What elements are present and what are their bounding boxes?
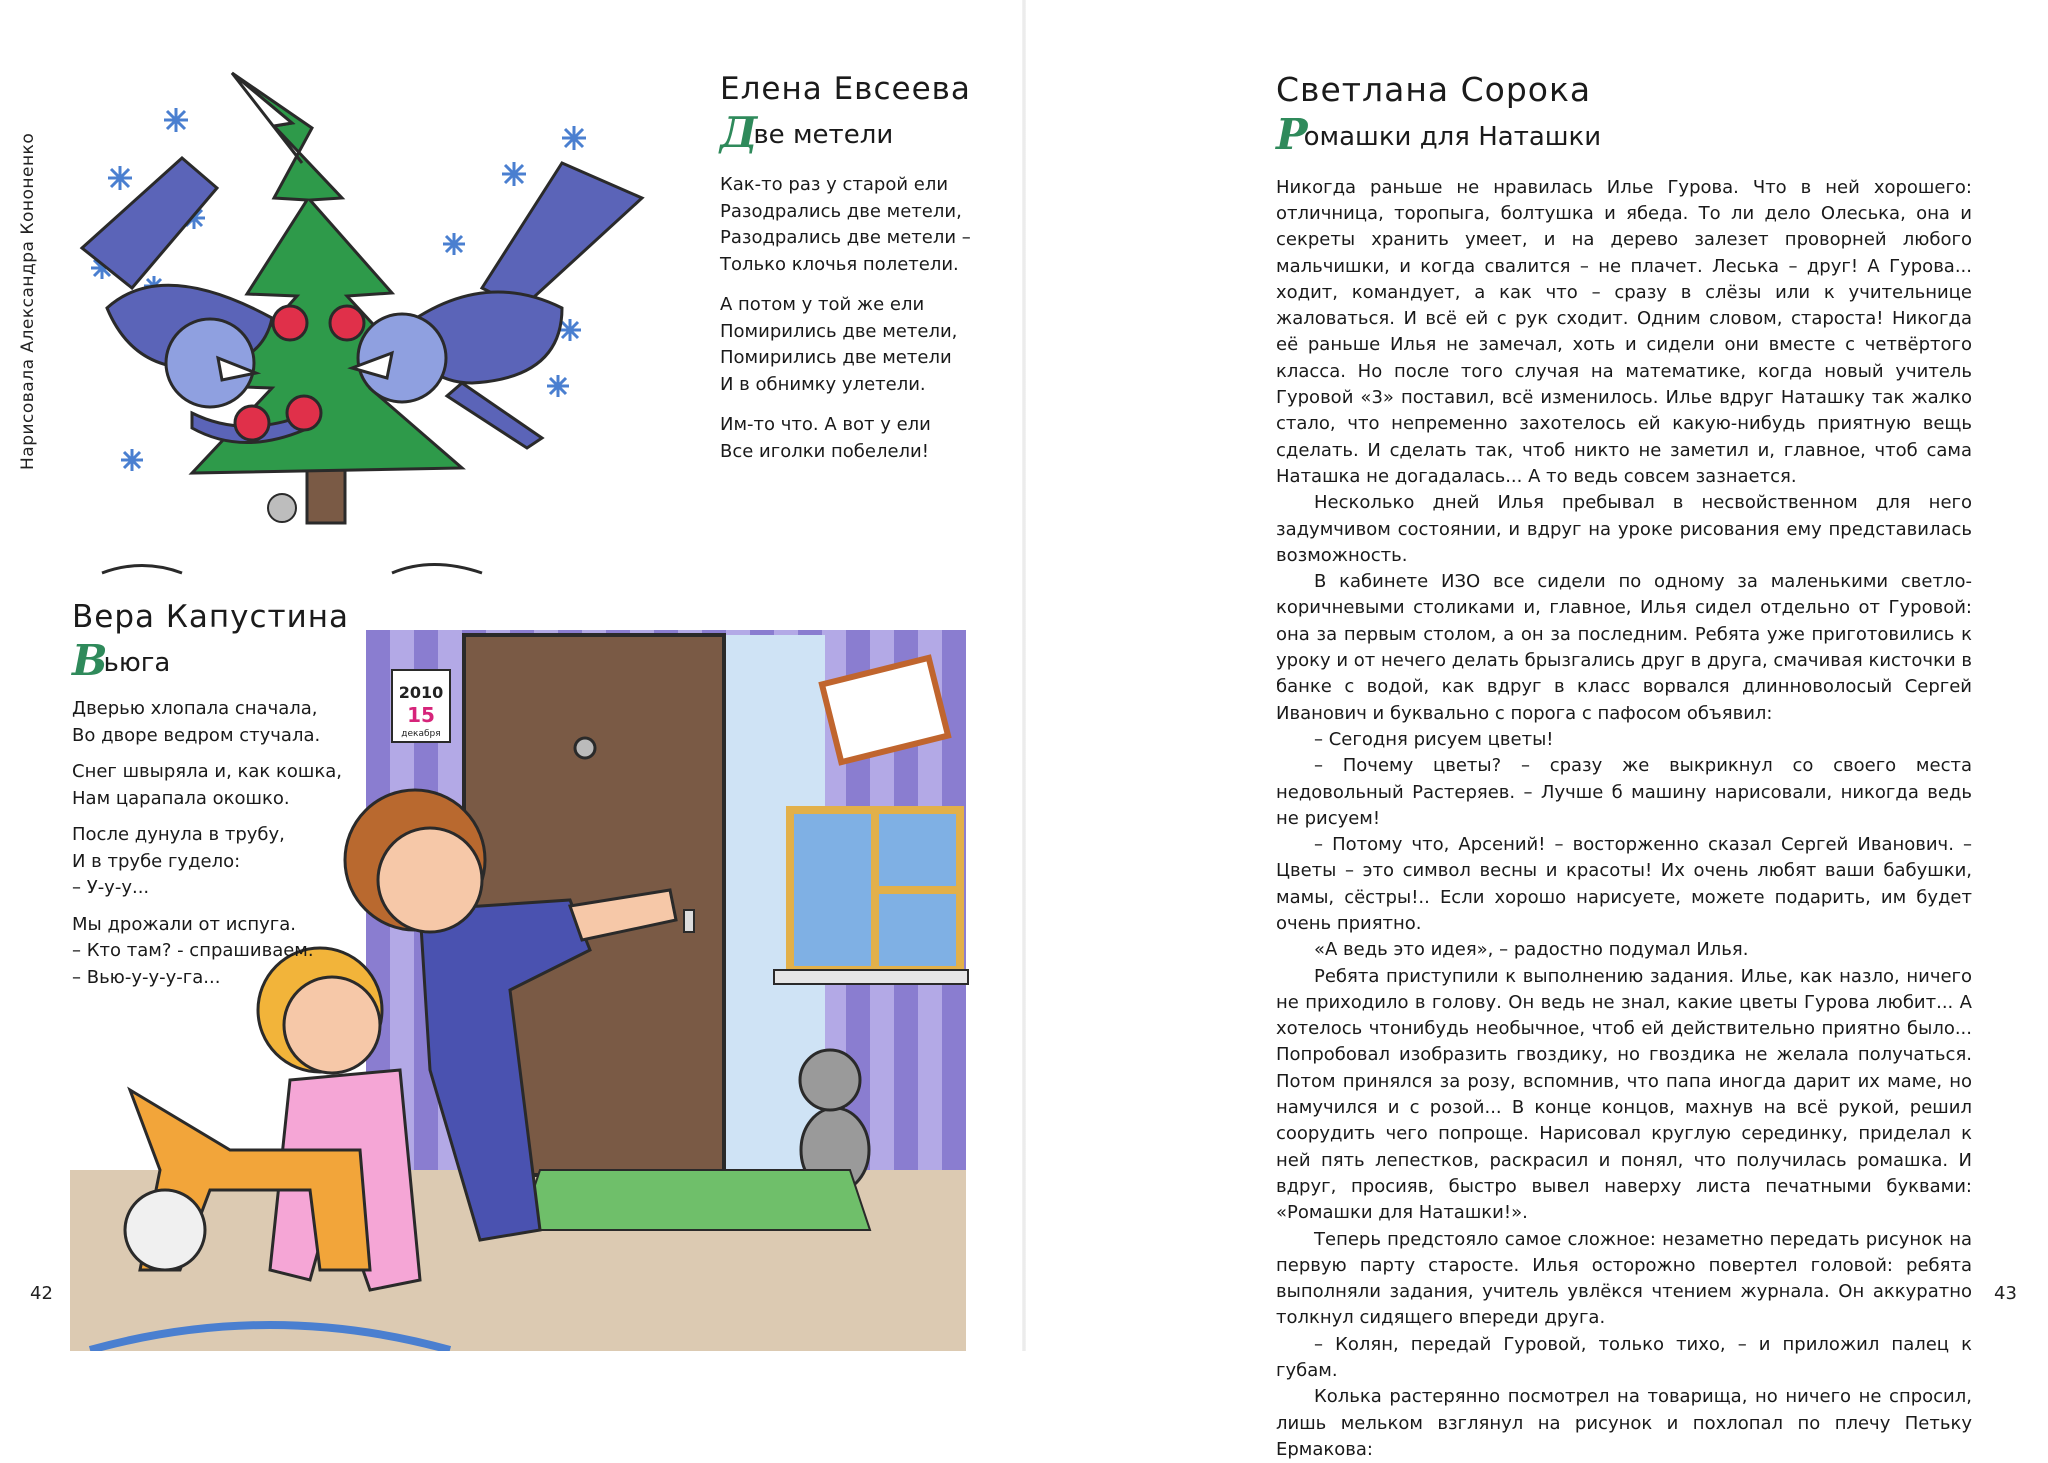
poem-blizzard: [72, 600, 349, 991]
page-number-right: 43: [1994, 1283, 2017, 1304]
poem-author: Елена Евсеева: [720, 71, 971, 107]
story-paragraph: Теперь предстояло самое сложное: незаметно передать рисунок на первую парту старосте. Илья осторожно повертел головой: ребята выполняли задания, учитель увлёкся чтением журнала. Он аккуратно толкнул сидящего впереди друга.: [1276, 1228, 1972, 1329]
verse-line: И в трубе гудело:: [72, 850, 241, 872]
poem-author: Вера Капустина: [72, 599, 350, 635]
verse-line: Все иголки побелели!: [720, 440, 929, 462]
story-paragraph: – Сегодня рисуем цветы!: [1314, 728, 1554, 750]
title-initial: В: [72, 636, 108, 686]
calendar-day: 15: [407, 703, 435, 727]
verse-line: Разодрались две метели,: [720, 200, 962, 222]
calendar-month: декабря: [401, 729, 441, 739]
story-paragraph: Никогда раньше не нравилась Илье Гурова. Что в ней хорошего: отличница, торопыга, болтушка и ябеда. То ли дело Олеська, она и секреты хранить умеет, и на дерево залезет проворней любого мальчишки, и когда свалится – не плачет. Леська – друг! А Гурова... ходит, командует, а как что – сразу в слёзы или к учительнице жаловаться. И всё ей с рук сходит. Одним словом, староста! Никогда её раньше Илья не замечал, хоть и сидели они вместе с четвёртого класса. Но после того случая на математике, когда новый учитель Гуровой «3» поставил, всё изменилось. Илье вдруг Наташку так жалко стало, что непременно захотелось ей какую-нибудь приятную вещь сделать. И сделать так, чтоб никто не заметил и, главное, чтоб сама Наташка не догадалась... А то ведь совсем зазнается.: [1276, 176, 1972, 487]
title-initial: Д: [720, 108, 758, 158]
calendar: [392, 670, 450, 742]
title-rest: омашки для Наташки: [1303, 122, 1602, 153]
stanza: [72, 759, 349, 812]
verse-line: Помирились две метели: [720, 347, 952, 369]
story-paragraph: «А ведь это идея», – радостно подумал Илья.: [1314, 939, 1749, 961]
story-paragraph: – Колян, передай Гуровой, только тихо, – и приложил палец к губам.: [1276, 1333, 1972, 1382]
poem-title: [72, 636, 349, 686]
verse-line: – Вью-у-у-у-га...: [72, 966, 221, 988]
verse-line: Дверью хлопала сначала,: [72, 698, 318, 720]
calendar-year: 2010: [398, 683, 444, 702]
stanza: [720, 172, 971, 278]
title-rest: ве метели: [753, 120, 894, 151]
story-paragraph: Колька растерянно посмотрел на товарища, но ничего не спросил, лишь мельком взглянул на рисунок и похлопал по плечу Петьку Ермакова:: [1276, 1386, 1972, 1460]
stanza: [72, 822, 349, 902]
story-paragraph: Ребята приступили к выполнению задания. Илье, как назло, ничего не приходило в голову. Он ведь не знал, какие цветы Гурова любит... А хотелось чтонибудь необычное, чтоб ей действительно приятно было... Попробовал изобразить гвоздику, но гвоздика не желала получаться. Потом принялся за розу, вспомнив, что папа иногда дарит их маме, но намучился и с розой... В конце концов, махнув на всё рукой, решил соорудить чего попроще. Нарисовал круглую серединку, приделал к ней пять лепестков, раскрасил и понял, что получилась ромашка. И вдруг, просияв, быстро вывел наверху листа печатными буквами: «Ромашки для Наташки!».: [1276, 965, 1972, 1224]
tree-blizzard-illustration: [42, 68, 692, 596]
verse-line: А потом у той же ели: [720, 294, 925, 316]
verse-line: Им-то что. А вот у ели: [720, 414, 931, 436]
illustrator-credit: Нарисовала Александра Кононенко: [18, 132, 38, 470]
verse-line: Как-то раз у старой ели: [720, 174, 949, 196]
story-paragraph: – Потому что, Арсений! – восторженно сказал Сергей Иванович. – Цветы – это символ весны и красоты! Их очень любят ваши бабушки, мамы, сёстры!.. Если хорошо нарисуете, можете подарить, им будет очень приятно.: [1276, 834, 1972, 934]
verse-line: Мы дрожали от испуга.: [72, 913, 296, 935]
verse-line: Во дворе ведром стучала.: [72, 724, 321, 746]
verse-line: Помирились две метели,: [720, 320, 958, 342]
page-number-left: 42: [30, 1283, 53, 1304]
verse-line: Только клочья полетели.: [720, 253, 959, 275]
stanza: [720, 292, 971, 398]
verse-line: – Кто там? - спрашиваем.: [72, 940, 314, 962]
story-paragraph: – Почему цветы? – сразу же выкрикнул со своего места недовольный Растеряев. – Лучше б машину нарисовали, никогда ведь не рисуем!: [1276, 755, 1972, 829]
stanza: [72, 696, 349, 749]
verse-line: Разодрались две метели –: [720, 227, 971, 249]
page-gutter: [1022, 0, 1026, 1351]
verse-line: После дунула в трубу,: [72, 824, 285, 846]
poem-two-blizzards: [720, 72, 971, 465]
stanza: [72, 912, 349, 992]
verse-line: И в обнимку улетели.: [720, 373, 926, 395]
verse-line: Снег швыряла и, как кошка,: [72, 761, 343, 783]
story-title: [1276, 110, 1972, 160]
story-author: Светлана Сорока: [1276, 70, 1592, 109]
story-chamomiles-for-natashka: [1276, 72, 1972, 1463]
story-paragraph: Несколько дней Илья пребывал в несвойственном для него задумчивом состоянии, и вдруг на уроке рисования ему представилась возможность.: [1276, 492, 1972, 566]
title-initial: Р: [1276, 110, 1308, 160]
verse-line: Нам царапала окошко.: [72, 787, 290, 809]
stanza: [720, 412, 971, 465]
story-paragraph: В кабинете ИЗО все сидели по одному за маленькими светло-коричневыми столиками и, главное, Илья сидел отдельно от Гуровой: она за первым столом, а он за последним. Ребята уже приготовились к уроку и от нечего делать брызгались друг в друга, смачивая кисточки в банке с водой, как вдруг в класс ворвался длинноволосый Сергей Иванович и буквально с порога с пафосом объявил:: [1276, 571, 1972, 724]
poem-title: [720, 108, 971, 158]
title-rest: ьюга: [103, 648, 171, 679]
verse-line: – У-у-у...: [72, 877, 150, 899]
